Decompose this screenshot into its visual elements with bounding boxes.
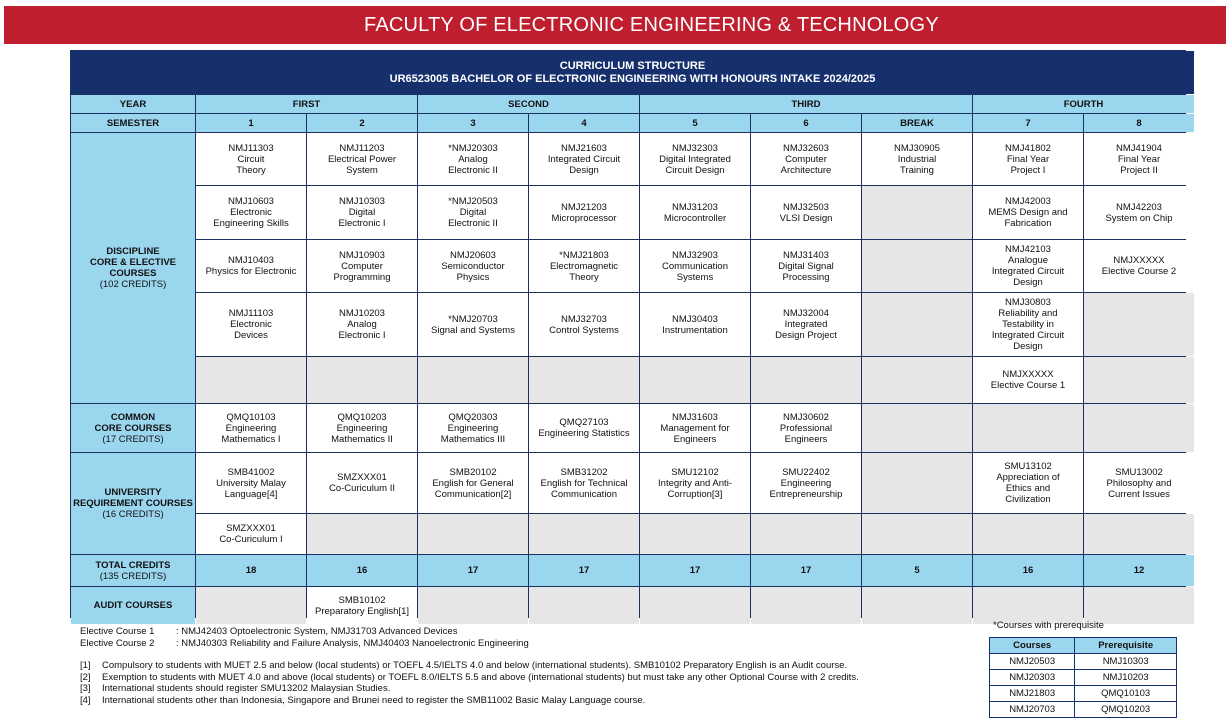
course-cell: QMQ10203 Engineering Mathematics II xyxy=(307,404,417,452)
empty-cell xyxy=(1084,293,1194,356)
total-credit-value: 17 xyxy=(418,555,528,586)
footnote-1-text: Compulsory to students with MUET 2.5 and below (local students) or TOEFL 4.5/IELTS 4.0 and below (international students). SMB10102 Preparatory English is an Audit course. xyxy=(102,660,848,671)
course-cell: NMJ10603 Electronic Engineering Skills xyxy=(196,186,306,239)
prerequisite-table xyxy=(989,637,1177,718)
category-university-credits: (16 CREDITS) xyxy=(102,509,164,520)
course-cell: NMJ11103 Electronic Devices xyxy=(196,293,306,356)
course-cell: NMJ30602 Professional Engineers xyxy=(751,404,861,452)
footnote-2-text: Exemption to students with MUET 4.0 and above (local students) or TOEFL 8.0/IELTS 5.5 and above (international students) but must take any other Optional Course with 2 credits. xyxy=(102,671,859,683)
empty-cell xyxy=(1084,404,1194,452)
course-cell: SMB41002 University Malay Language[4] xyxy=(196,453,306,513)
course-cell: NMJ11303 Circuit Theory xyxy=(196,133,306,185)
category-discipline-credits: (102 CREDITS) xyxy=(99,279,167,290)
year-fourth: FOURTH xyxy=(973,95,1194,113)
total-credit-value: 16 xyxy=(307,555,417,586)
empty-cell xyxy=(862,240,972,292)
year-label: YEAR xyxy=(71,95,195,113)
course-cell: NMJ32603 Computer Architecture xyxy=(751,133,861,185)
course-cell: NMJ10903 Computer Programming xyxy=(307,240,417,292)
empty-cell xyxy=(862,293,972,356)
semester-header: 3 xyxy=(418,114,528,132)
course-cell: SMZXXX01 Co-Curiculum I xyxy=(196,514,306,554)
empty-cell xyxy=(418,587,528,624)
course-cell: NMJ32303 Digital Integrated Circuit Design xyxy=(640,133,750,185)
empty-cell xyxy=(751,357,861,403)
course-cell: NMJ20603 Semiconductor Physics xyxy=(418,240,528,292)
course-cell: NMJ10203 Analog Electronic I xyxy=(307,293,417,356)
semester-header: 2 xyxy=(307,114,417,132)
prerequisite-title: *Courses with prerequisite xyxy=(993,620,1104,631)
notes-section xyxy=(80,626,859,706)
audit-courses-label: AUDIT COURSES xyxy=(71,587,195,624)
course-cell: SMU13002 Philosophy and Current Issues xyxy=(1084,453,1194,513)
footnote-2 xyxy=(80,672,859,684)
category-common-credits: (17 CREDITS) xyxy=(102,433,164,445)
course-cell: SMB31202 English for Technical Communication xyxy=(529,453,639,513)
faculty-banner: FACULTY OF ELECTRONIC ENGINEERING & TECHNOLOGY xyxy=(4,6,1226,44)
course-cell: NMJ30905 Industrial Training xyxy=(862,133,972,185)
empty-cell xyxy=(529,514,639,554)
prerequisite-required: NMJ10303 xyxy=(1075,654,1177,670)
course-cell: QMQ27103 Engineering Statistics xyxy=(529,404,639,452)
empty-cell xyxy=(1084,357,1194,403)
prerequisite-course: NMJ20503 xyxy=(990,654,1075,670)
footnote-1 xyxy=(80,660,859,672)
category-common-title: COMMON CORE COURSES xyxy=(94,411,172,434)
elective-1-value: : NMJ42403 Optoelectronic System, NMJ31703 Advanced Devices xyxy=(176,626,458,637)
empty-cell xyxy=(418,514,528,554)
empty-cell xyxy=(751,514,861,554)
course-cell: QMQ10103 Engineering Mathematics I xyxy=(196,404,306,452)
total-credit-value: 17 xyxy=(529,555,639,586)
semester-header: 7 xyxy=(973,114,1083,132)
total-credit-value: 12 xyxy=(1084,555,1194,586)
empty-cell xyxy=(640,514,750,554)
footnote-3-text: International students should register SMU13202 Malaysian Studies. xyxy=(102,683,391,694)
semester-label: SEMESTER xyxy=(71,114,195,132)
prerequisite-course: NMJ21803 xyxy=(990,686,1075,702)
table-header xyxy=(71,51,1194,94)
category-discipline xyxy=(71,133,195,403)
empty-cell xyxy=(751,587,861,624)
course-cell: NMJXXXXX Elective Course 1 xyxy=(973,357,1083,403)
total-credits-title: TOTAL CREDITS xyxy=(95,559,171,571)
empty-cell xyxy=(307,514,417,554)
course-cell: NMJ32703 Control Systems xyxy=(529,293,639,356)
empty-cell xyxy=(862,453,972,513)
empty-cell xyxy=(973,587,1083,624)
footnote-4-number: [4] xyxy=(80,694,91,706)
footnote-1-number: [1] xyxy=(80,660,91,671)
course-cell: *NMJ20703 Signal and Systems xyxy=(418,293,528,356)
course-cell: NMJ32503 VLSI Design xyxy=(751,186,861,239)
course-cell: NMJ41904 Final Year Project II xyxy=(1084,133,1194,185)
course-cell: *NMJ20503 Digital Electronic II xyxy=(418,186,528,239)
course-cell: NMJ30803 Reliability and Testability in Integrated Circuit Design xyxy=(973,293,1083,356)
total-credit-value: 17 xyxy=(751,555,861,586)
empty-cell xyxy=(196,587,306,624)
semester-header: 6 xyxy=(751,114,861,132)
empty-cell xyxy=(862,186,972,239)
course-cell: NMJ11203 Electrical Power System xyxy=(307,133,417,185)
course-cell: SMU13102 Appreciation of Ethics and Civilization xyxy=(973,453,1083,513)
course-cell: NMJ42103 Analogue Integrated Circuit Design xyxy=(973,240,1083,292)
footnote-3-number: [3] xyxy=(80,683,91,694)
course-cell: SMB20102 English for General Communication[2] xyxy=(418,453,528,513)
category-university xyxy=(71,453,195,554)
prerequisite-required: NMJ10203 xyxy=(1075,670,1177,686)
semester-header: 4 xyxy=(529,114,639,132)
empty-cell xyxy=(862,514,972,554)
empty-cell xyxy=(640,357,750,403)
prerequisite-course: NMJ20703 xyxy=(990,702,1075,718)
prerequisite-row xyxy=(990,654,1177,670)
empty-cell xyxy=(418,357,528,403)
course-cell: NMJ31403 Digital Signal Processing xyxy=(751,240,861,292)
header-title: CURRICULUM STRUCTURE xyxy=(559,59,706,72)
empty-cell xyxy=(196,357,306,403)
empty-cell xyxy=(307,357,417,403)
prerequisite-required: QMQ10203 xyxy=(1075,702,1177,718)
year-second: SECOND xyxy=(418,95,639,113)
prerequisite-col-prerequisite: Prerequisite xyxy=(1075,638,1177,654)
course-cell: SMU12102 Integrity and Anti- Corruption[3] xyxy=(640,453,750,513)
category-common xyxy=(71,404,195,452)
footnote-3 xyxy=(80,683,859,695)
empty-cell xyxy=(529,587,639,624)
prerequisite-col-courses: Courses xyxy=(990,638,1075,654)
category-discipline-title: DISCIPLINE CORE & ELECTIVE COURSES xyxy=(89,246,177,279)
empty-cell xyxy=(1084,587,1194,624)
course-cell: NMJ31603 Management for Engineers xyxy=(640,404,750,452)
audit-course-cell: SMB10102 Preparatory English[1] xyxy=(307,587,417,624)
empty-cell xyxy=(529,357,639,403)
course-cell: NMJ42003 MEMS Design and Fabrication xyxy=(973,186,1083,239)
total-credit-value: 5 xyxy=(862,555,972,586)
footnote-2-number: [2] xyxy=(80,671,91,683)
course-cell: NMJ10303 Digital Electronic I xyxy=(307,186,417,239)
category-university-title: UNIVERSITY REQUIREMENT COURSES xyxy=(73,487,193,509)
course-cell: NMJ31203 Microcontroller xyxy=(640,186,750,239)
course-cell: SMZXXX01 Co-Curiculum II xyxy=(307,453,417,513)
empty-cell xyxy=(640,587,750,624)
semester-header: 1 xyxy=(196,114,306,132)
total-credits-sub: (135 CREDITS) xyxy=(99,570,167,582)
header-programme: UR6523005 BACHELOR OF ELECTRONIC ENGINEERING WITH HONOURS INTAKE 2024/2025 xyxy=(389,72,876,85)
course-cell: SMU22402 Engineering Entrepreneurship xyxy=(751,453,861,513)
course-cell: NMJ10403 Physics for Electronic xyxy=(196,240,306,292)
total-credit-value: 18 xyxy=(196,555,306,586)
year-third: THIRD xyxy=(640,95,972,113)
total-credits-label xyxy=(71,555,195,586)
year-first: FIRST xyxy=(196,95,417,113)
course-cell: NMJ21203 Microprocessor xyxy=(529,186,639,239)
curriculum-table xyxy=(70,50,1186,618)
empty-cell xyxy=(973,404,1083,452)
course-cell: NMJ30403 Instrumentation xyxy=(640,293,750,356)
empty-cell xyxy=(973,514,1083,554)
elective-1-key: Elective Course 1 xyxy=(80,626,155,637)
prerequisite-header-row xyxy=(990,638,1177,654)
elective-2-key: Elective Course 2 xyxy=(80,637,155,649)
footnote-4 xyxy=(80,695,859,707)
prerequisite-course: NMJ20303 xyxy=(990,670,1075,686)
prerequisite-row xyxy=(990,686,1177,702)
semester-header: 8 xyxy=(1084,114,1194,132)
course-cell: *NMJ21803 Electromagnetic Theory xyxy=(529,240,639,292)
total-credit-value: 16 xyxy=(973,555,1083,586)
course-cell: QMQ20303 Engineering Mathematics III xyxy=(418,404,528,452)
elective-2-value: : NMJ40303 Reliability and Failure Analysis, NMJ40403 Nanoelectronic Engineering xyxy=(176,637,529,649)
course-cell: *NMJ20303 Analog Electronic II xyxy=(418,133,528,185)
course-cell: NMJ32004 Integrated Design Project xyxy=(751,293,861,356)
empty-cell xyxy=(1084,514,1194,554)
course-cell: NMJ41802 Final Year Project I xyxy=(973,133,1083,185)
prerequisite-required: QMQ10103 xyxy=(1075,686,1177,702)
prerequisite-row xyxy=(990,702,1177,718)
elective-1-note xyxy=(80,626,859,638)
prerequisite-row xyxy=(990,670,1177,686)
footnote-4-text: International students other than Indonesia, Singapore and Brunei need to register the SMB11002 Basic Malay Language course. xyxy=(102,694,646,706)
total-credit-value: 17 xyxy=(640,555,750,586)
course-cell: NMJ42203 System on Chip xyxy=(1084,186,1194,239)
empty-cell xyxy=(862,587,972,624)
course-cell: NMJ32903 Communication Systems xyxy=(640,240,750,292)
course-cell: NMJ21603 Integrated Circuit Design xyxy=(529,133,639,185)
empty-cell xyxy=(862,404,972,452)
semester-header: BREAK xyxy=(862,114,972,132)
course-cell: NMJXXXXX Elective Course 2 xyxy=(1084,240,1194,292)
elective-2-note xyxy=(80,638,859,650)
semester-header: 5 xyxy=(640,114,750,132)
empty-cell xyxy=(862,357,972,403)
